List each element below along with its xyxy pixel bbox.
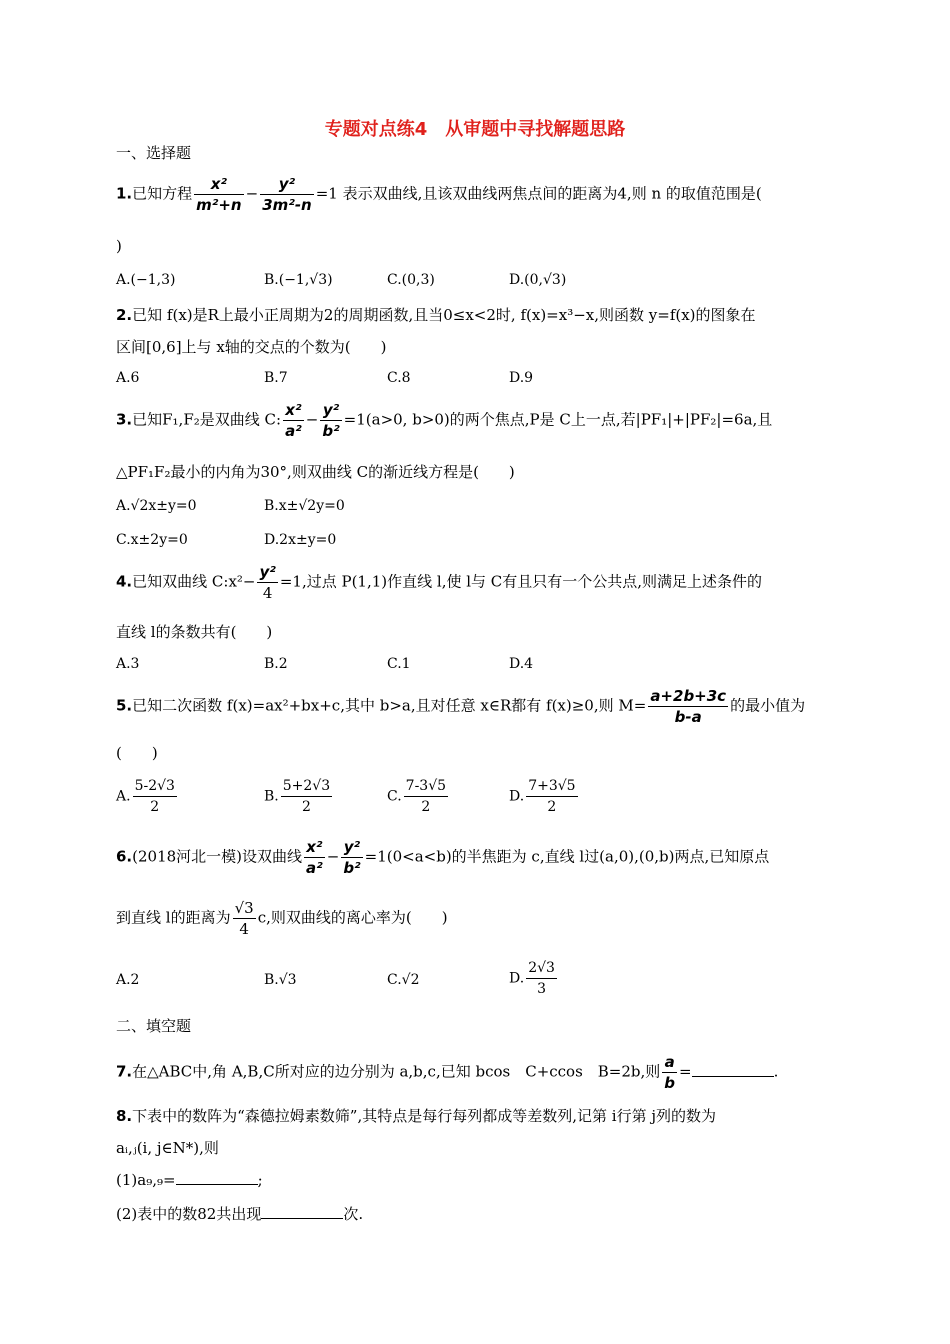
- option-b: B.x±√2y=0: [264, 498, 345, 514]
- option-b: B.2: [264, 656, 288, 672]
- option-c: C.1: [387, 656, 411, 672]
- question-8: 8.下表中的数阵为“森德拉姆素数筛”,其特点是每行每列都成等差数列,记第 i行第 j列的数为: [116, 1107, 717, 1125]
- option-a: A.(−1,3): [116, 272, 176, 288]
- fraction: $\frac{\text{y²}}{\text{3m²-n}}$: [262, 175, 312, 214]
- option-c: C.(0,3): [387, 272, 435, 288]
- question-8-sub2: (2)表中的数82共出现 次.: [116, 1205, 364, 1223]
- answer-blank[interactable]: [692, 1062, 774, 1077]
- option-a: A.√2x±y=0: [116, 498, 197, 514]
- question-6-line2: 到直线 l的距离为 $\frac{√3}{4}$ c,则双曲线的离心率为( ): [116, 899, 448, 938]
- question-6: 6.(2018河北一模)设双曲线 $\frac{\text{x²}}{\text{a²}}$ − $\frac{\text{y²}}{\text{b²}}$ =1(0<a<b)的半焦距为 c,直线 l过(a,0),(0,b)两点,已知原点: [116, 838, 770, 877]
- fraction: $\frac{a}{b}$: [664, 1053, 676, 1092]
- question-2-line2: 区间[0,6]上与 x轴的交点的个数为( ): [116, 338, 387, 356]
- fraction: $\frac{\text{y²}}{\text{b²}}$: [322, 401, 340, 440]
- fraction: $\frac{\text{x²}}{\text{m²+n}}$: [196, 175, 242, 214]
- option-d: D. $\frac{7+3√5}{2}$: [509, 778, 576, 815]
- option-d: D.9: [509, 370, 534, 386]
- question-1-close: ): [116, 237, 122, 255]
- question-4-line2: 直线 l的条数共有( ): [116, 623, 273, 641]
- fraction: $\frac{a+2b+3c}{b-a}$: [650, 687, 727, 726]
- fraction: $\frac{\text{x²}}{\text{a²}}$: [285, 401, 302, 440]
- question-4: 4.已知双曲线 C:x²− $\frac{\text{y²}}{4}$ =1,过点 P(1,1)作直线 l,使 l与 C有且只有一个公共点,则满足上述条件的: [116, 563, 763, 602]
- option-a: A.2: [116, 972, 140, 988]
- option-c: C.x±2y=0: [116, 532, 188, 548]
- option-a: A.6: [116, 370, 140, 386]
- option-d: D. $\frac{2√3}{3}$: [509, 960, 555, 997]
- question-5-line2: ( ): [116, 744, 158, 762]
- option-b: B.(−1,√3): [264, 272, 333, 288]
- fraction: $\frac{\text{y²}}{4}$: [259, 563, 276, 602]
- fraction: $\frac{√3}{4}$: [234, 899, 254, 938]
- section-heading-choice: 一、选择题: [116, 144, 192, 162]
- question-8-line2: aᵢ,ⱼ(i, j∈N*),则: [116, 1139, 219, 1157]
- option-a: A. $\frac{5-2√3}{2}$: [116, 778, 175, 815]
- option-b: B. $\frac{5+2√3}{2}$: [264, 778, 331, 815]
- option-b: B.7: [264, 370, 288, 386]
- answer-blank[interactable]: [176, 1170, 258, 1185]
- option-d: D.2x±y=0: [264, 532, 337, 548]
- section-heading-fill: 二、填空题: [116, 1017, 192, 1035]
- question-number: 1.: [116, 184, 133, 203]
- question-1: 1.已知方程 $\frac{\text{x²}}{\text{m²+n}}$ − $\frac{\text{y²}}{\text{3m²-n}}$ =1 表示双曲线,且该双曲线两焦点间的距离为4,则 n 的取值范围是(: [116, 175, 762, 214]
- option-d: D.(0,√3): [509, 272, 567, 288]
- option-a: A.3: [116, 656, 140, 672]
- question-8-sub1: (1)a₉,₉= ;: [116, 1171, 263, 1189]
- fraction: $\frac{\text{x²}}{\text{a²}}$: [306, 838, 323, 877]
- option-d: D.4: [509, 656, 534, 672]
- option-c: C.√2: [387, 972, 420, 988]
- question-3: 3.已知F₁,F₂是双曲线 C: $\frac{\text{x²}}{\text{a²}}$ − $\frac{\text{y²}}{\text{b²}}$ =1(a>0, b>0)的两个焦点,P是 C上一点,若|PF₁|+|PF₂|=6a,且: [116, 401, 773, 440]
- question-3-line2: △PF₁F₂最小的内角为30°,则双曲线 C的渐近线方程是( ): [116, 463, 515, 481]
- fraction: $\frac{\text{y²}}{\text{b²}}$: [343, 838, 361, 877]
- question-5: 5.已知二次函数 f(x)=ax²+bx+c,其中 b>a,且对任意 x∈R都有 f(x)≥0,则 M= $\frac{a+2b+3c}{b-a}$ 的最小值为: [116, 687, 806, 726]
- option-c: C.8: [387, 370, 411, 386]
- page-title: 专题对点练4 从审题中寻找解题思路: [324, 119, 626, 140]
- option-b: B.√3: [264, 972, 297, 988]
- question-7: 7.在△ABC中,角 A,B,C所对应的边分别为 a,b,c,已知 bcos C+ccos B=2b,则 $\frac{a}{b}$ = .: [116, 1053, 779, 1092]
- option-c: C. $\frac{7-3√5}{2}$: [387, 778, 447, 815]
- question-2: 2.已知 f(x)是R上最小正周期为2的周期函数,且当0≤x<2时, f(x)=x³−x,则函数 y=f(x)的图象在: [116, 306, 756, 324]
- answer-blank[interactable]: [261, 1204, 343, 1219]
